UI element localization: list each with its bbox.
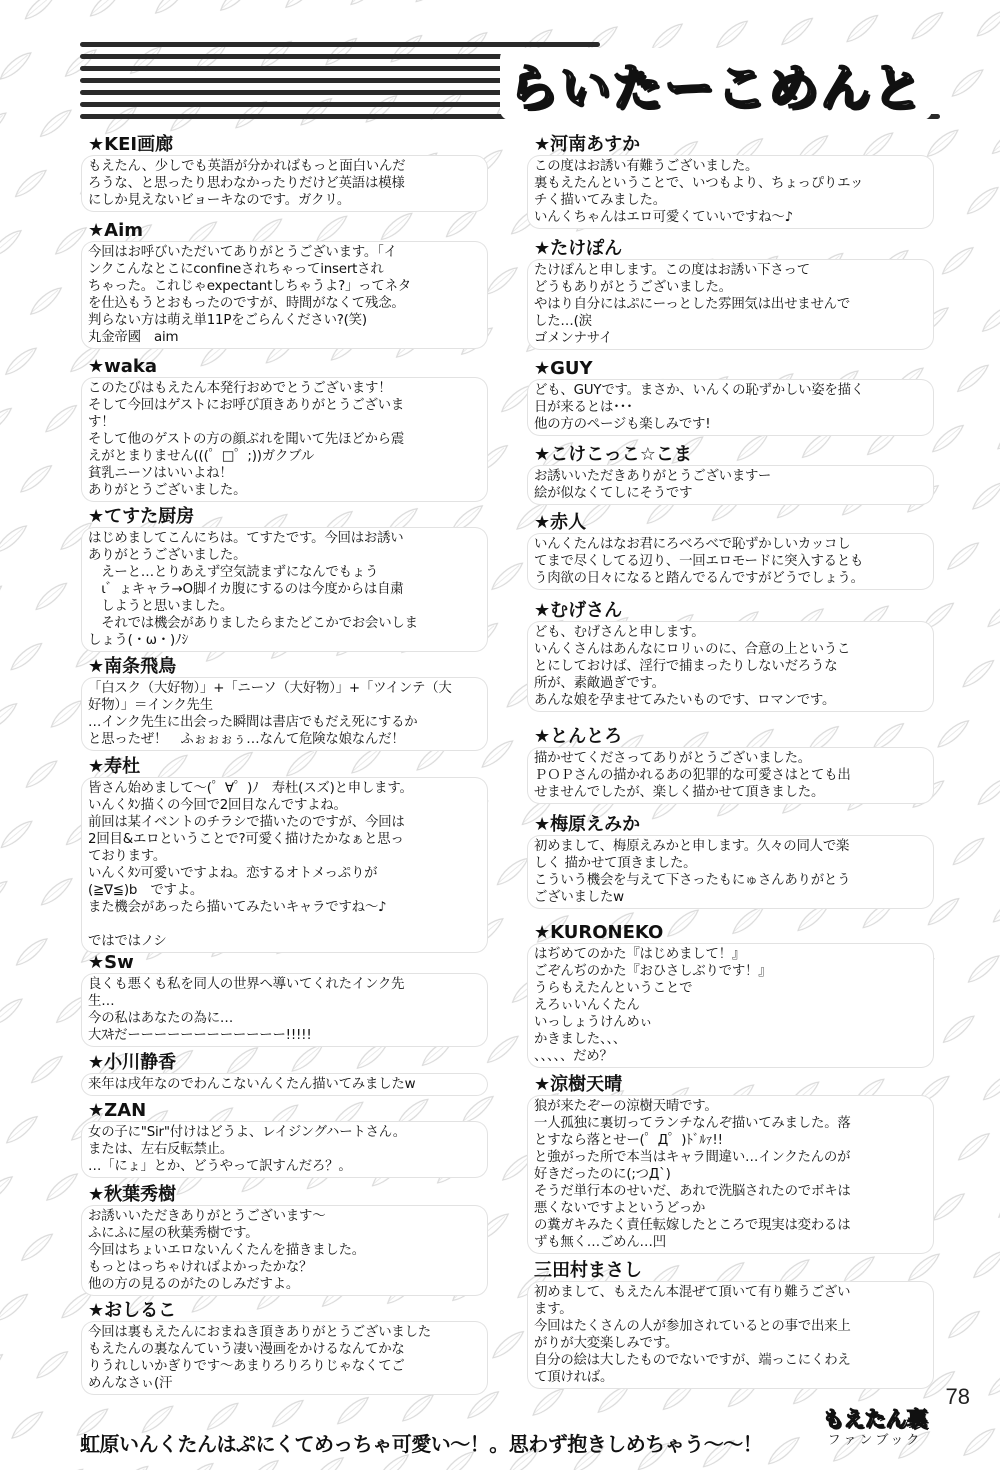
comment-entry xyxy=(528,238,933,349)
author-name: ★KURONEKO xyxy=(534,922,664,943)
comment-text: 皆さん始めまして～(゜∀゜)ﾉ 寿杜(スズ)と申します。 いんくﾀﾝ描くの今回で2回目なんですよね。 前回は某イベントのチラシで描いたのですが、今回は 2回目&エロということで?可愛く描けたかなぁと思っ ております。 いんくﾀﾝ可愛いですよね。恋するオトメっぷりが (≧∇≦)b ですよ。 また機会があったら描いてみたいキャラですね～♪ ではではノシ xyxy=(88,781,413,949)
comment-entry xyxy=(82,756,487,952)
author-name: ★とんとろ xyxy=(534,726,623,747)
author-name: ★赤人 xyxy=(534,512,587,533)
comment-text: 初めまして、もえたん本混ぜて頂いて有り難うござい ます。 今回はたくさんの人が参加されているとの事で出来上 がりが大変楽しみです。 自分の絵は大したものでないですが、端っこにくわえ て頂ければ。 xyxy=(534,1285,851,1385)
comment-entry xyxy=(82,952,487,1046)
comment-text: 狼が来たぞーの涼樹天晴です。 一人孤独に裏切ってランチなんぞ描いてみました。落 とすなら落とせー(゜Д゜)ﾄﾞﾙｧ!! と強がった所で本当はキャラ間違い…インクたんのが 好きだったのに(;つД`) そうだ単行本のせいだ、あれで洗脳されたのでボキは 悪くないですよというどっか の糞ガキみたく責任転嫁したところで現実は変わるは ずも無く…ごめん…凹 xyxy=(534,1099,851,1250)
comment-entry xyxy=(528,134,933,228)
comment-text: ども、GUYです。まさか、いんくの恥ずかしい姿を描く 日が来るとは･･･ 他の方のページも楽しみです! xyxy=(534,383,865,432)
comment-text: 初めまして、梅原えみかと申します。久々の同人で楽 しく 描かせて頂きました。 こういう機会を与えて下さったもにゅさんありがとう ございましたw xyxy=(534,839,851,905)
comment-text: 今回は裏もえたんにおまねき頂きありがとうございました もえたんの裏なんていう凄い漫画をかけるなんてかな りうれしいかぎりです～あまりろりろりじゃなくてご めんなさぃ(汗 xyxy=(88,1325,431,1391)
author-name: ★てすた厨房 xyxy=(88,506,195,527)
comment-entry xyxy=(528,512,933,589)
logo-title: もえたん裏 xyxy=(822,1407,928,1431)
comment-entry xyxy=(528,600,933,711)
comment-entry xyxy=(82,220,487,348)
author-name: ★小川静香 xyxy=(88,1052,177,1073)
comment-entry xyxy=(82,1052,487,1095)
author-name: ★涼樹天晴 xyxy=(534,1074,623,1095)
author-name: ★梅原えみか xyxy=(534,814,641,835)
author-name: ★秋葉秀樹 xyxy=(88,1184,177,1205)
author-name: ★河南あすか xyxy=(534,134,641,155)
author-name: ★GUY xyxy=(534,358,593,379)
comment-entry xyxy=(82,1184,487,1295)
logo-subtitle: ファンブック xyxy=(827,1433,923,1448)
comment-text: たけぽんと申します。この度はお誘い下さって どうもありがとうございました。 やはり自分にはぷにーっとした雰囲気は出せませんで した…(涙 ゴメンナサイ xyxy=(534,263,851,346)
author-name: ★ZAN xyxy=(88,1100,147,1121)
comment-text: お誘いいただきありがとうございます～ ふにふに屋の秋葉秀樹です。 今回はちょいエロないんくたんを描きました。 もっとはっちゃければよかったかな？ 他の方の見るのがたのしみだすよ。 xyxy=(88,1209,366,1292)
page-number: 78 xyxy=(945,1384,970,1409)
comment-entry xyxy=(528,1074,933,1253)
comment-entry xyxy=(82,1300,487,1394)
comment-text: 女の子に"Sir"付けはどうよ、レイジングハートさん。 または、左右反転禁止。 …「にょ」とか、どうやって訳すんだろ？。 xyxy=(88,1125,406,1174)
page-title: らいたーこめんと xyxy=(500,48,932,120)
comment-entry xyxy=(82,134,487,211)
author-name: ★Aim xyxy=(88,220,143,241)
author-name: 三田村まさし xyxy=(534,1260,642,1281)
comment-entry xyxy=(82,656,487,750)
comment-entry xyxy=(528,726,933,803)
author-name: ★寿杜 xyxy=(88,756,141,777)
author-name: ★南条飛鳥 xyxy=(88,656,177,677)
comment-text: はぢめてのかた『はじめまして！』 ごぞんぢのかた『おひさしぶりです！』 うらもえたんということで えろぃいんくたん いっしょうけんめぃ かきました、、、 、、、、、だめ？ xyxy=(534,947,772,1064)
author-name: ★おしるこ xyxy=(88,1300,177,1321)
comment-text: 描かせてくださってありがとうございました。 ＰＯＰさんの描かれるあの犯罪的な可愛さはとても出 せませんでしたが、楽しく描かせて頂きました。 xyxy=(534,751,851,800)
author-name: ★Sw xyxy=(88,952,134,973)
author-name: ★waka xyxy=(88,356,158,377)
author-name: ★たけぽん xyxy=(534,238,623,259)
comment-text: 「白スク（大好物）」+「ニーソ（大好物）」+「ツインテ（大 好物）」＝インク先生 …インク先生に出会った瞬間は書店でもだえ死にするか と思ったぜ！ ふぉぉぉぅ…なんて危険な娘なんだ！ xyxy=(88,681,452,747)
comment-entry xyxy=(528,922,933,1067)
author-name: ★むげさん xyxy=(534,600,623,621)
comment-entry xyxy=(528,358,933,435)
fanbook-logo xyxy=(810,1406,940,1460)
comment-entry xyxy=(82,506,487,651)
comment-text: この度はお誘い有難うございました。 裏もえたんということで、いつもより、ちょっぴりエッ チく描いてみました。 いんくちゃんはエロ可愛くていいですね～♪ xyxy=(534,159,864,225)
footer-caption: 虹原いんくたんはぷにくてめっちゃ可愛い～！。思わず抱きしめちゃう～～！ xyxy=(80,1432,763,1456)
comment-entry xyxy=(528,1260,933,1388)
comment-text: ども、むげさんと申します。 いんくさんはあんなにロリぃのに、合意の上というこ とにしておけば、淫行で捕まったりしないだろうな 所が、素敵過ぎです。 あんな娘を孕ませてみたいものです、ロマンです。 xyxy=(534,625,851,708)
author-name: ★KEI画廊 xyxy=(88,134,174,155)
comment-text: 今回はお呼びいただいてありがとうございます。「イ ンクこんなとこにconfineされちゃってinsertされ ちゃった。これじゃexpectantしちゃうよ?」ってネタ を仕込もうとおもったのですが、時間がなくて残念。 判らない方は萌え単11Pをごらんください?(笑) 丸金帝國 aim xyxy=(88,245,411,345)
comment-entry xyxy=(82,1100,487,1177)
comment-text: はじめましてこんにちは。てすたです。今回はお誘い ありがとうございました。 えーと…とりあえず空気読まずになんでもょう ι゛ょキャラ→O脚イカ腹にするのは今度からは自粛 しようと思いました。 それでは機会がありましたらまたどこかでお会いしま しょう(・ω・)ﾉｼ xyxy=(88,531,418,648)
comment-text: 来年は戌年なのでわんこないんくたん描いてみましたw xyxy=(88,1077,416,1092)
comment-text: いんくたんはなお君にろべろべで恥ずかしいカッコし てまで尽くしてる辺り、一回エロモードに突入するとも う肉欲の日々になると踏んでるんですがどうでしょう。 xyxy=(534,537,864,586)
comment-entry xyxy=(528,814,933,908)
author-name: ★こけこっこ☆こま xyxy=(534,444,692,465)
comment-entry xyxy=(82,356,487,501)
comment-text: お誘いいただきありがとうございますー 絵が似なくてしにそうです xyxy=(534,469,772,501)
comment-text: このたびはもえたん本発行おめでとうございます！ そして今回はゲストにお呼び頂きありがとうございま す！ そして他のゲストの方の顔ぶれを聞いて先ほどから震 えがとまりません(((゜□゜;))ガクブル 貧乳ニーソはいいよね！ ありがとうございました。 xyxy=(88,381,405,498)
comment-entry xyxy=(528,444,933,504)
comment-text: もえたん、少しでも英語が分かればもっと面白いんだ ろうな、と思ったり思わなかったりだけど英語は模様 にしか見えないビョーキなのです。ガクリ。 xyxy=(88,159,406,208)
comment-text: 良くも悪くも私を同人の世界へ導いてくれたインク先 生… 今の私はあなたの為に… 大ｽｷだーーーーーーーーーーーー!!!!! xyxy=(88,977,405,1043)
